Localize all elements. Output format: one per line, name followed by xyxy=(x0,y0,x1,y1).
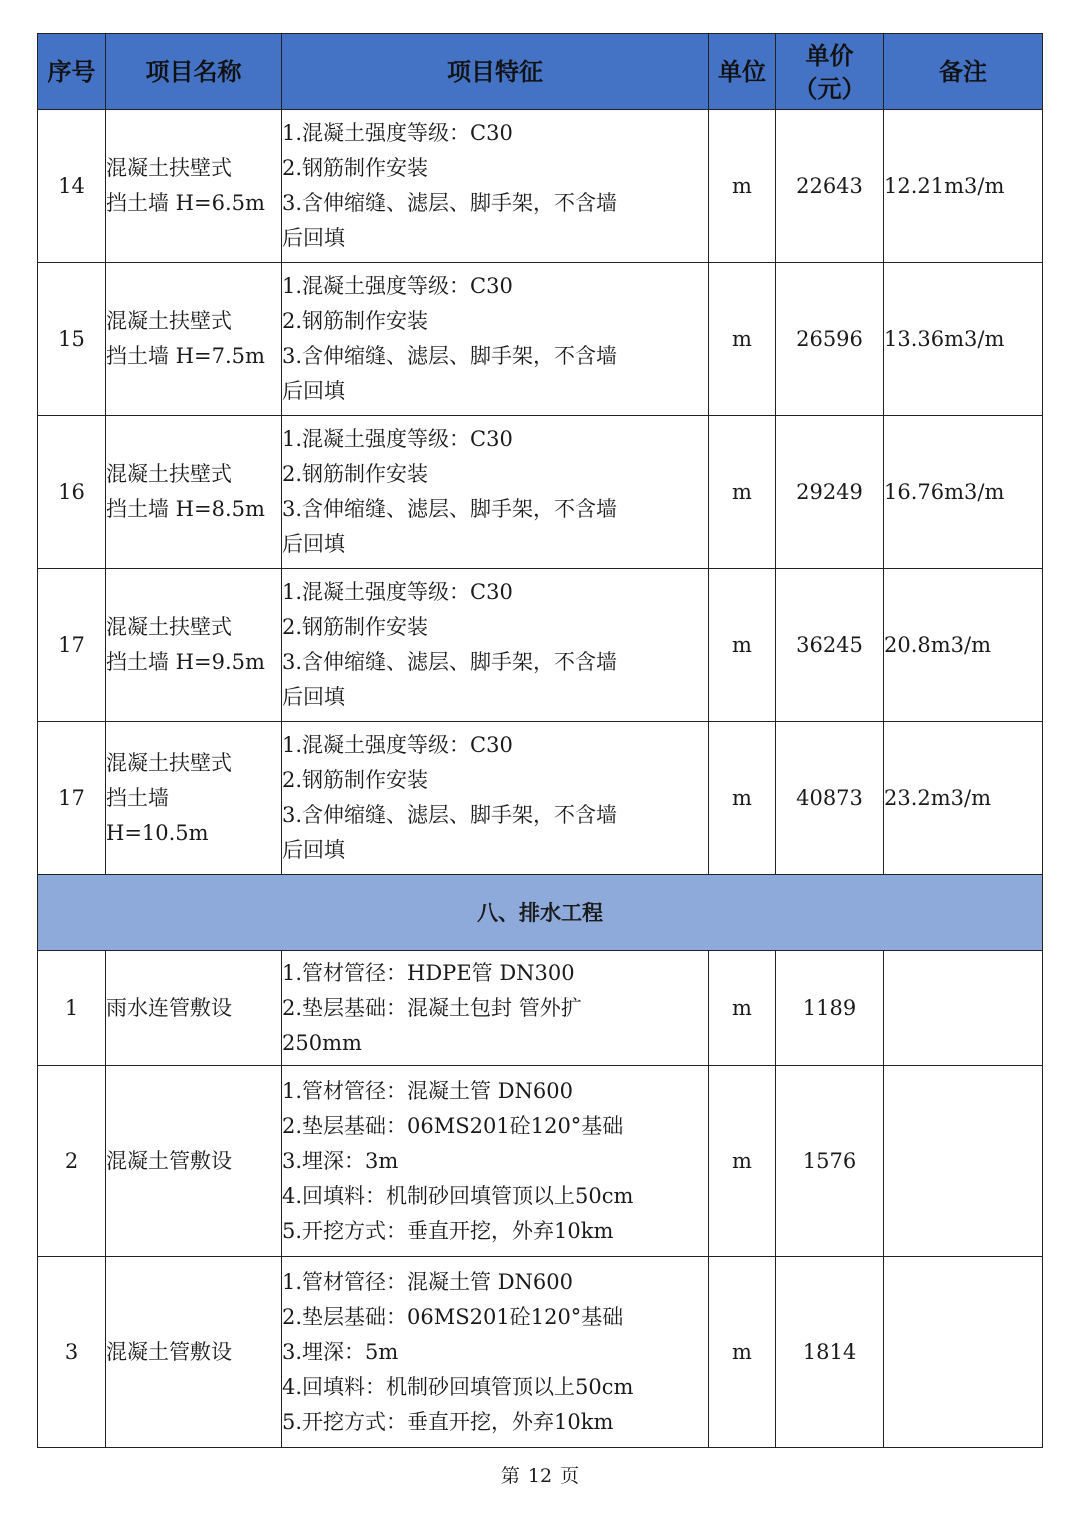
unit-cell: m xyxy=(709,110,776,263)
name-line: 挡土墙 H=8.5m xyxy=(106,497,265,521)
table-row xyxy=(38,110,1043,263)
table-row xyxy=(38,1066,1043,1257)
feature-line: 3.含伸缩缝、滤层、脚手架，不含墙 xyxy=(282,497,618,521)
name-line: 雨水连管敷设 xyxy=(106,995,232,1020)
note-cell: 12.21m3/m xyxy=(884,110,1043,263)
feature-line: 后回填 xyxy=(282,532,345,556)
section-row xyxy=(38,875,1043,951)
features-cell xyxy=(282,569,709,722)
table-row xyxy=(38,722,1043,875)
unit-cell: m xyxy=(709,1257,776,1448)
name-cell xyxy=(106,1066,282,1257)
features-cell xyxy=(282,263,709,416)
name-cell xyxy=(106,951,282,1066)
feature-line: 2.钢筋制作安装 xyxy=(282,156,429,180)
header-note: 备注 xyxy=(884,34,1043,110)
feature-line: 1.管材管径：HDPE管 DN300 xyxy=(282,960,575,985)
name-cell xyxy=(106,110,282,263)
header-features: 项目特征 xyxy=(282,34,709,110)
feature-line: 后回填 xyxy=(282,379,345,403)
price-cell: 36245 xyxy=(776,569,884,722)
name-line: 混凝土扶壁式 xyxy=(106,750,232,775)
feature-line: 4.回填料：机制砂回填管顶以上50cm xyxy=(282,1183,634,1208)
name-line: 混凝土扶壁式 xyxy=(106,462,232,486)
name-cell xyxy=(106,722,282,875)
feature-line: 3.埋深：3m xyxy=(282,1148,399,1173)
header-name: 项目名称 xyxy=(106,34,282,110)
header-unit: 单位 xyxy=(709,34,776,110)
price-cell: 29249 xyxy=(776,416,884,569)
feature-line: 2.钢筋制作安装 xyxy=(282,309,429,333)
feature-line: 3.含伸缩缝、滤层、脚手架，不含墙 xyxy=(282,650,618,674)
feature-line: 5.开挖方式：垂直开挖，外弃10km xyxy=(282,1409,614,1434)
feature-line: 4.回填料：机制砂回填管顶以上50cm xyxy=(282,1374,634,1399)
name-line: 挡土墙 H=6.5m xyxy=(106,191,265,215)
price-cell: 26596 xyxy=(776,263,884,416)
seq-cell: 16 xyxy=(38,416,106,569)
page-number: 12 xyxy=(527,1465,553,1487)
section-title: 八、排水工程 xyxy=(38,875,1043,951)
unit-cell: m xyxy=(709,263,776,416)
price-cell: 1189 xyxy=(776,951,884,1066)
name-cell xyxy=(106,263,282,416)
feature-line: 后回填 xyxy=(282,838,345,862)
feature-line: 后回填 xyxy=(282,685,345,709)
feature-line: 250mm xyxy=(282,1030,362,1055)
unit-cell: m xyxy=(709,722,776,875)
table-header xyxy=(38,34,1043,110)
page-footer xyxy=(0,1461,1080,1488)
name-line: 混凝土扶壁式 xyxy=(106,156,232,180)
header-price-line2: （元） xyxy=(793,73,866,103)
features-cell xyxy=(282,1066,709,1257)
feature-line: 3.含伸缩缝、滤层、脚手架，不含墙 xyxy=(282,803,618,827)
note-cell xyxy=(884,1066,1043,1257)
footer-prefix: 第 xyxy=(500,1465,520,1487)
feature-line: 后回填 xyxy=(282,226,345,250)
feature-line: 2.钢筋制作安装 xyxy=(282,462,429,486)
table-row xyxy=(38,1257,1043,1448)
feature-line: 1.管材管径：混凝土管 DN600 xyxy=(282,1078,574,1103)
feature-line: 3.含伸缩缝、滤层、脚手架，不含墙 xyxy=(282,191,618,215)
seq-cell: 1 xyxy=(38,951,106,1066)
name-line: 混凝土管敷设 xyxy=(106,1339,232,1364)
features-cell xyxy=(282,1257,709,1448)
price-cell: 1814 xyxy=(776,1257,884,1448)
seq-cell: 17 xyxy=(38,722,106,875)
unit-cell: m xyxy=(709,416,776,569)
feature-line: 1.混凝土强度等级：C30 xyxy=(282,580,513,604)
name-cell xyxy=(106,569,282,722)
name-line: H=10.5m xyxy=(106,820,209,845)
name-line: 挡土墙 H=7.5m xyxy=(106,344,265,368)
name-line: 挡土墙 xyxy=(106,785,169,810)
feature-line: 2.垫层基础：06MS201砼120°基础 xyxy=(282,1304,624,1329)
name-line: 混凝土扶壁式 xyxy=(106,309,232,333)
note-cell: 23.2m3/m xyxy=(884,722,1043,875)
header-seq: 序号 xyxy=(38,34,106,110)
seq-cell: 14 xyxy=(38,110,106,263)
name-cell xyxy=(106,416,282,569)
table-row xyxy=(38,263,1043,416)
name-cell xyxy=(106,1257,282,1448)
feature-line: 3.含伸缩缝、滤层、脚手架，不含墙 xyxy=(282,344,618,368)
seq-cell: 15 xyxy=(38,263,106,416)
note-cell xyxy=(884,951,1043,1066)
features-cell xyxy=(282,722,709,875)
feature-line: 1.混凝土强度等级：C30 xyxy=(282,121,513,145)
features-cell xyxy=(282,110,709,263)
seq-cell: 2 xyxy=(38,1066,106,1257)
footer-suffix: 页 xyxy=(560,1465,580,1487)
note-cell: 13.36m3/m xyxy=(884,263,1043,416)
price-cell: 1576 xyxy=(776,1066,884,1257)
table-body xyxy=(38,110,1043,1448)
feature-line: 5.开挖方式：垂直开挖，外弃10km xyxy=(282,1218,614,1243)
unit-cell: m xyxy=(709,569,776,722)
features-cell xyxy=(282,951,709,1066)
price-cell: 22643 xyxy=(776,110,884,263)
header-price-line1: 单价 xyxy=(805,40,854,70)
feature-line: 2.垫层基础：06MS201砼120°基础 xyxy=(282,1113,624,1138)
unit-cell: m xyxy=(709,1066,776,1257)
price-cell: 40873 xyxy=(776,722,884,875)
pricing-table xyxy=(37,33,1043,1448)
table-row xyxy=(38,951,1043,1066)
seq-cell: 3 xyxy=(38,1257,106,1448)
feature-line: 2.钢筋制作安装 xyxy=(282,615,429,639)
name-line: 混凝土管敷设 xyxy=(106,1148,232,1173)
feature-line: 1.混凝土强度等级：C30 xyxy=(282,427,513,451)
seq-cell: 17 xyxy=(38,569,106,722)
feature-line: 1.混凝土强度等级：C30 xyxy=(282,274,513,298)
table-row xyxy=(38,416,1043,569)
features-cell xyxy=(282,416,709,569)
unit-cell: m xyxy=(709,951,776,1066)
feature-line: 1.管材管径：混凝土管 DN600 xyxy=(282,1269,574,1294)
note-cell: 16.76m3/m xyxy=(884,416,1043,569)
feature-line: 2.垫层基础：混凝土包封 管外扩 xyxy=(282,995,582,1020)
table-row xyxy=(38,569,1043,722)
feature-line: 1.混凝土强度等级：C30 xyxy=(282,733,513,757)
name-line: 混凝土扶壁式 xyxy=(106,615,232,639)
name-line: 挡土墙 H=9.5m xyxy=(106,650,265,674)
feature-line: 2.钢筋制作安装 xyxy=(282,768,429,792)
header-price xyxy=(776,34,884,110)
note-cell: 20.8m3/m xyxy=(884,569,1043,722)
note-cell xyxy=(884,1257,1043,1448)
feature-line: 3.埋深：5m xyxy=(282,1339,399,1364)
